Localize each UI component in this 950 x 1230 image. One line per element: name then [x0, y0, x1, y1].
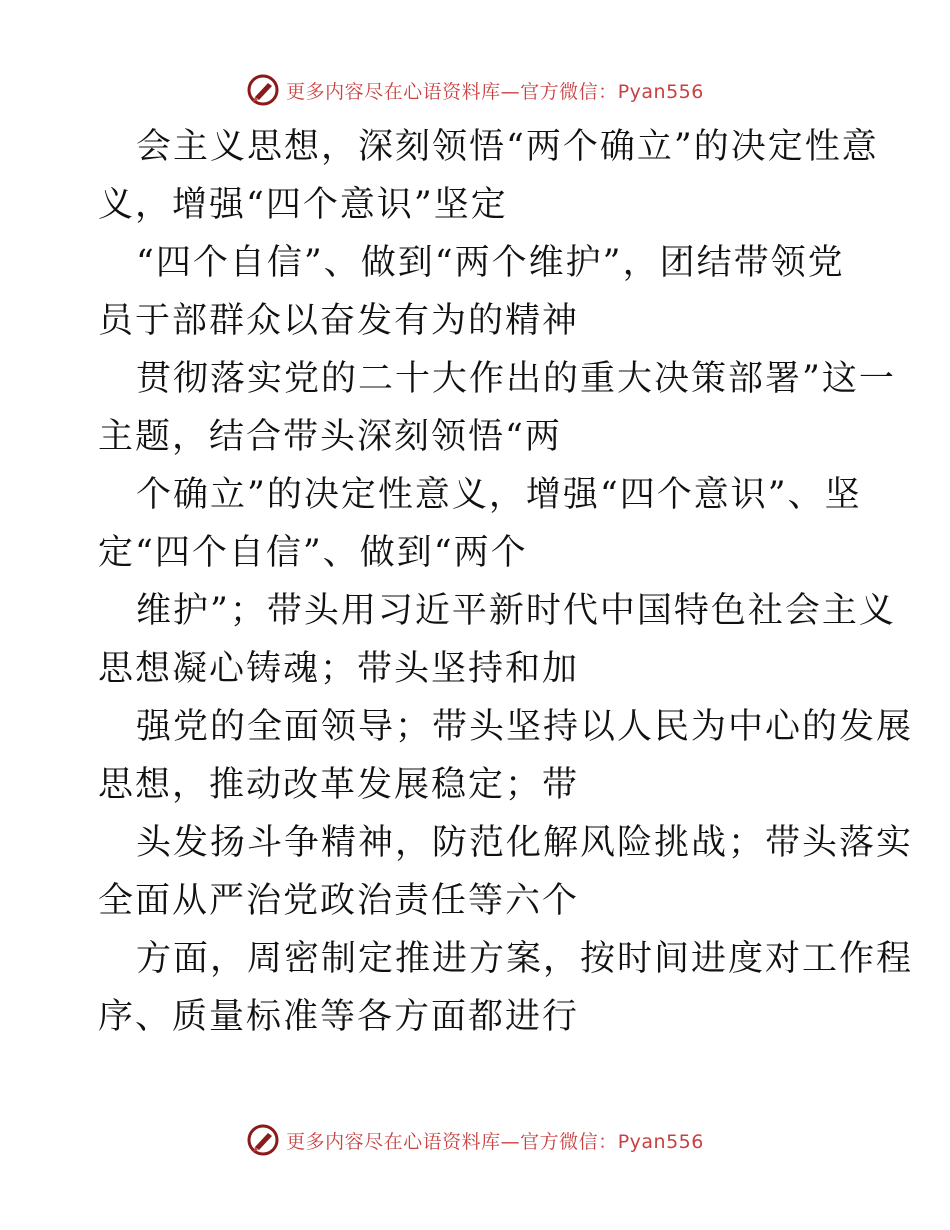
- paragraph: 维护”；带头用习近平新时代中国特色社会主义 思想凝心铸魂；带头坚持和加: [98, 591, 896, 689]
- pen-logo-icon: [246, 73, 280, 107]
- paragraph: 头发扬斗争精神，防范化解风险挑战；带头落实 全面从严治党政治责任等六个: [98, 823, 914, 921]
- header-banner-text: 更多内容尽在心语资料库—官方微信：Pyan556: [286, 80, 704, 103]
- pen-logo-icon: [246, 1123, 280, 1157]
- paragraph: “四个自信”、做到“两个维护”，团结带领党 员于部群众以奋发有为的精神: [98, 243, 845, 341]
- footer-banner-text: 更多内容尽在心语资料库—官方微信：Pyan556: [286, 1130, 704, 1153]
- document-body: [98, 118, 914, 1046]
- paragraph: 个确立”的决定性意义，增强“四个意识”、坚 定“四个自信”、做到“两个: [98, 475, 862, 573]
- paragraph: 方面，周密制定推进方案，按时间进度对工作程 序、质量标准等各方面都进行: [98, 939, 914, 1037]
- paragraph: 强党的全面领导；带头坚持以人民为中心的发展 思想，推动改革发展稳定；带: [98, 707, 914, 805]
- footer-banner: [0, 1120, 950, 1160]
- header-banner: [0, 70, 950, 110]
- paragraph: 会主义思想，深刻领悟“两个确立”的决定性意 义，增强“四个意识”坚定: [98, 127, 879, 225]
- paragraph: 贯彻落实党的二十大作出的重大决策部署”这一 主题，结合带头深刻领悟“两: [98, 359, 896, 457]
